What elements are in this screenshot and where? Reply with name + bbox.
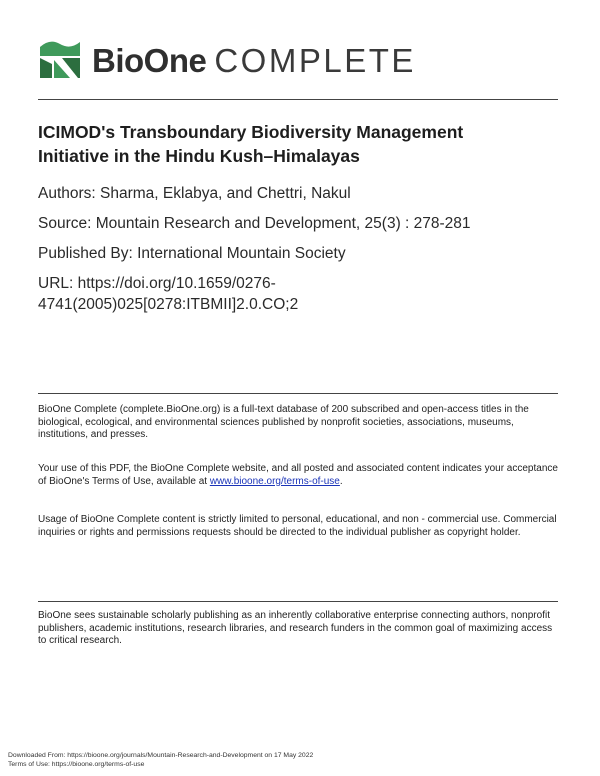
article-authors: Authors: Sharma, Eklabya, and Chettri, Nakul — [38, 185, 351, 202]
title-line-1: ICIMOD's Transboundary Biodiversity Management — [38, 122, 464, 142]
article-publisher: Published By: International Mountain Society — [38, 245, 346, 262]
bioone-logo-icon — [40, 38, 80, 78]
brand-name-light: COMPLETE — [214, 42, 416, 79]
footer-terms: Terms of Use: https://bioone.org/terms-of-use — [8, 761, 145, 768]
terms-text: Your use of this PDF, the BioOne Complete website, and all posted and associated content indicates your acceptance of BioOne's Terms of Use, available at — [38, 463, 558, 487]
title-line-2: Initiative in the Hindu Kush–Himalayas — [38, 146, 360, 166]
footer-downloaded: Downloaded From: https://bioone.org/journals/Mountain-Research-and-Development on 17 May 2022 — [8, 752, 314, 759]
terms-notice — [38, 463, 560, 488]
brand-wordmark — [92, 42, 416, 80]
terms-suffix: . — [339, 475, 343, 487]
mission-notice: BioOne sees sustainable scholarly publishing as an inherently collaborative enterprise connecting authors, nonprofit publishers, academic institutions, research libraries, and research funders in the common goal of maximizing access to critical research. — [38, 610, 553, 646]
article-title — [38, 120, 558, 168]
brand-name-bold: BioOne — [92, 42, 207, 79]
article-url[interactable] — [38, 273, 558, 315]
about-notice: BioOne Complete (complete.BioOne.org) is a full-text database of 200 subscribed and open-access titles in the biological, ecological, and environmental sciences published by nonprofit societies, associations, museums, institutions, and presses. — [38, 404, 529, 440]
header-divider — [38, 99, 558, 100]
url-line-1[interactable]: URL: https://doi.org/10.1659/0276- — [38, 275, 276, 292]
terms-of-use-link[interactable]: www.bioone.org/terms-of-use — [209, 475, 340, 487]
url-line-2[interactable]: 4741(2005)025[0278:ITBMII]2.0.CO;2 — [38, 296, 299, 313]
usage-notice: Usage of BioOne Complete content is strictly limited to personal, educational, and non - commercial use. Commercial inquiries or rights and permissions requests should be directed to the individual publisher as copyright holder. — [38, 514, 557, 538]
notice-divider — [38, 393, 558, 394]
mission-divider — [38, 601, 558, 602]
article-source: Source: Mountain Research and Development, 25(3) : 278-281 — [38, 215, 471, 232]
